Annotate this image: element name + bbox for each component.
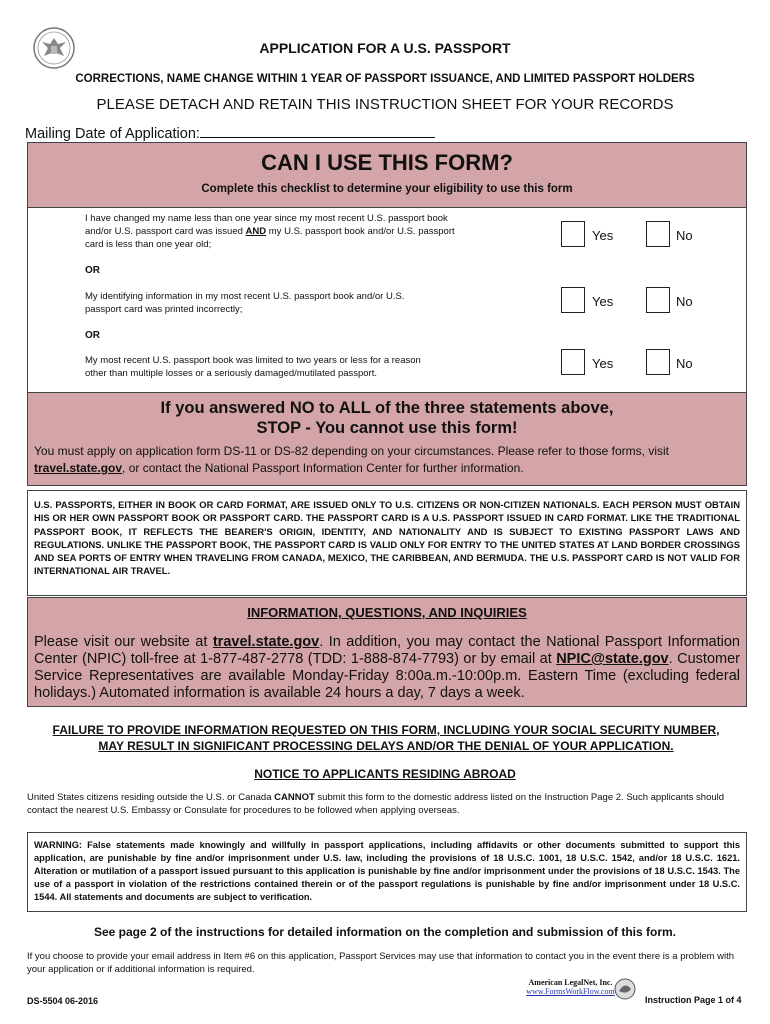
yes-label: Yes <box>592 294 614 309</box>
npic-email-link[interactable]: NPIC@state.gov <box>556 651 669 667</box>
form-title: APPLICATION FOR A U.S. PASSPORT <box>259 40 511 56</box>
failure-warning: FAILURE TO PROVIDE INFORMATION REQUESTED ON THIS FORM, INCLUDING YOUR SOCIAL SECURITY NUMBER, MAY RESULT IN SIGNIFICANT PROCESSING DELAYS AND/OR THE DENIAL OF YOUR APPLICATION. <box>52 723 720 753</box>
mailing-date-field[interactable] <box>25 124 435 142</box>
checklist-heading: CAN I USE THIS FORM? <box>261 150 513 175</box>
checklist-header <box>28 143 746 208</box>
no-label: No <box>676 294 693 309</box>
email-notice: If you choose to provide your email address in Item #6 on this application, Passport Services may use that information to contact you in the event there is a problem with your application or if additional information is required. <box>27 951 735 975</box>
form-subtitle: CORRECTIONS, NAME CHANGE WITHIN 1 YEAR OF PASSPORT ISSUANCE, AND LIMITED PASSPORT HOLDERS <box>75 73 695 85</box>
statement-1-yes-checkbox[interactable] <box>561 221 585 247</box>
detach-notice: PLEASE DETACH AND RETAIN THIS INSTRUCTION SHEET FOR YOUR RECORDS <box>96 96 674 113</box>
page-indicator: Instruction Page 1 of 4 <box>645 995 742 1005</box>
inquiries-section <box>27 597 747 707</box>
no-label: No <box>676 228 693 243</box>
publisher-block <box>518 978 623 996</box>
publisher-url[interactable]: www.FormsWorkFlow.com <box>526 987 615 996</box>
statement-3-yes-checkbox[interactable] <box>561 349 585 375</box>
form-number: DS-5504 06-2016 <box>27 996 99 1006</box>
statement-1-no-checkbox[interactable] <box>646 221 670 247</box>
abroad-notice-text: United States citizens residing outside the U.S. or Canada CANNOT submit this form to the domestic address listed on the Instruction Page 2. Such applicants should contact the nearest U.S. Embassy or Consulate for procedures to be followed when applying overseas. <box>27 792 725 816</box>
travel-state-gov-link[interactable]: travel.state.gov <box>34 461 123 475</box>
yes-label: Yes <box>592 356 614 371</box>
or-separator: OR <box>85 330 100 341</box>
mailing-date-line[interactable] <box>200 124 435 138</box>
and-emphasis: AND <box>245 226 267 237</box>
website-link[interactable]: travel.state.gov <box>212 634 320 650</box>
no-label: No <box>676 356 693 371</box>
passport-format-text: U.S. PASSPORTS, EITHER IN BOOK OR CARD FORMAT, ARE ISSUED ONLY TO U.S. CITIZENS OR NON-CITIZEN NATIONALS. EACH PERSON MUST OBTAIN HIS OR HER OWN PASSPORT BOOK OR PASSPORT CARD. THE PASSPORT CARD IS A U.S. PASSPORT ISSUED IN CARD FORMAT. LIKE THE TRADITIONAL PASSPORT BOOK, IT REFLECTS THE BEARER'S ORIGIN, IDENTITY, AND NATIONALITY AND IS SUBJECT TO EXISTING PASSPORT LAWS AND REGULATIONS. UNLIKE THE PASSPORT BOOK, THE PASSPORT CARD IS VALID ONLY FOR ENTRY TO THE UNITED STATES AT LAND BORDER CROSSINGS AND SEA PORTS OF ENTRY WHEN TRAVELING FROM CANADA, MEXICO, THE CARIBBEAN, AND BERMUDA. THE U.S. PASSPORT CARD IS NOT VALID FOR INTERNATIONAL AIR TRAVEL. <box>34 499 740 577</box>
inquiries-heading: INFORMATION, QUESTIONS, AND INQUIRIES <box>247 605 527 620</box>
yes-label: Yes <box>592 228 614 243</box>
see-page-2-notice: See page 2 of the instructions for detailed information on the completion and submission of this form. <box>93 925 677 939</box>
publisher-logo-icon <box>614 978 636 1000</box>
mailing-date-label: Mailing Date of Application: <box>25 126 200 142</box>
publisher-name: American LegalNet, Inc. <box>528 978 613 987</box>
stop-notice <box>27 392 747 486</box>
or-separator: OR <box>85 265 100 276</box>
checklist-instruction: Complete this checklist to determine your eligibility to use this form <box>201 183 573 195</box>
eligibility-checklist <box>27 142 747 394</box>
statement-2: My identifying information in my most recent U.S. passport book and/or U.S. passport card was printed incorrectly; <box>85 291 405 315</box>
inquiries-text: Please visit our website at travel.state.gov. In addition, you may contact the National Passport Information Center (NPIC) toll-free at 1-877-487-2778 (TDD: 1-888-874-7793) or by email at NPIC@state.gov. Customer Service Representatives are available Monday-Friday 8:00a.m.-10:00p.m. Eastern Time (excluding federal holidays.) Automated information is available 24 hours a day, 7 days a week. <box>34 634 740 701</box>
statement-3-no-checkbox[interactable] <box>646 349 670 375</box>
passport-format-info <box>27 490 747 596</box>
statement-3: My most recent U.S. passport book was limited to two years or less for a reason other than multiple losses or a seriously damaged/mutilated passport. <box>85 355 421 379</box>
stop-heading: If you answered NO to ALL of the three statements above, STOP - You cannot use this form! <box>160 399 614 437</box>
abroad-notice-heading: NOTICE TO APPLICANTS RESIDING ABROAD <box>254 767 516 781</box>
statement-2-yes-checkbox[interactable] <box>561 287 585 313</box>
warning-box <box>27 832 747 912</box>
statement-2-no-checkbox[interactable] <box>646 287 670 313</box>
stop-text: You must apply on application form DS-11 or DS-82 depending on your circumstances. Please refer to those forms, visit travel.state.gov, or contact the National Passport Information Center for further information. <box>34 444 669 475</box>
warning-text: WARNING: False statements made knowingly and willfully in passport applications, including affidavits or other documents submitted to support this application, are punishable by fine and/or imprisonment under U.S. law, including the provisions of 18 U.S.C. 1001, 18 U.S.C. 1542, and/or 18 U.S.C. 1621. Alteration or mutilation of a passport issued pursuant to this application is punishable by fine and/or imprisonment under the provisions of 18 U.S.C. 1543. The use of a passport in violation of the restrictions contained therein or of the passport regulations is punishable by fine and/or imprisonment under 18 U.S.C. 1544. All statements and documents are subject to verification. <box>34 840 740 902</box>
statement-1: I have changed my name less than one year since my most recent U.S. passport book and/or U.S. passport card was issued AND my U.S. passport book and/or U.S. passport card is less than one year old; <box>85 213 455 250</box>
